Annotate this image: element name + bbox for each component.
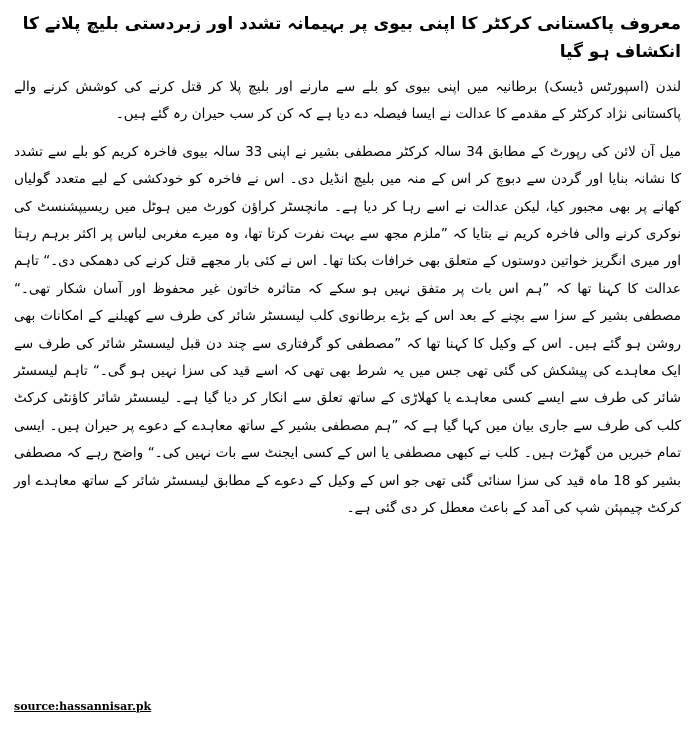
article-paragraph-body: میل آن لائن کی رپورٹ کے مطابق 34 سالہ کرکٹر مصطفی بشیر نے اپنی 33 سالہ بیوی فاخرہ کریم کو بلے سے تشدد کا نشانہ بنایا اور گردن سے دبوچ کر اس کے منہ میں بلیچ انڈیل دی۔ اس نے فاخرہ کو خودکشی کے لیے متعدد گولیاں کھانے پر بھی مجبور کیا، لیکن عدالت نے اسے رہا کر دیا ہے۔ مانچسٹر کراؤن کورٹ میں ہوٹل میں ریسیپشنسٹ کی نوکری کرنے والی فاخرہ کریم نے بتایا کہ ”ملزم مجھ سے بہت نفرت کرتا تھا، وہ میرے مغربی لباس پر اکثر برہم رہتا اور میری انگریز خواتین دوستوں کے متعلق بھی خرافات بکتا تھا۔ اس نے کئی بار مجھے قتل کرنے کی دھمکی دی۔“ تاہم عدالت کا کہنا تھا کہ ”ہم اس بات پر متفق نہیں ہو سکے کہ متاثرہ خاتون غیر محفوظ اور آسان شکار تھی۔“ مصطفی بشیر کے سزا سے بچنے کے بعد اس کے بڑے برطانوی کلب لیسسٹر شائر کی طرف سے کھیلنے کے امکانات بھی روشن ہو گئے ہیں۔ اس کے وکیل کا کہنا تھا کہ ”مصطفی کو گرفتاری سے چند دن قبل لیسسٹر شائر کی طرف سے ایک معاہدے کی پیشکش کی گئی تھی جس میں یہ شرط بھی تھی کہ اسے قید کی سزا نہیں ہو گی۔“ تاہم لیسسٹر شائر کی طرف سے ایسے کسی معاہدے یا کھلاڑی کے ساتھ تعلق سے انکار کر دیا گیا ہے۔ لیسسٹر شائر کاؤنٹی کرکٹ کلب کی طرف سے جاری بیان میں کہا گیا ہے کہ ”ہم مصطفی بشیر کے ساتھ معاہدے کے دعوے پر حیران ہیں۔ ایسی تمام خبریں من گھڑت ہیں۔ کلب نے کبھی مصطفی یا اس کے کسی ایجنٹ سے بات نہیں کی۔“ واضح رہے کہ مصطفی بشیر کو 18 ماہ قید کی سزا سنائی گئی تھی جو اس کے وکیل کے دعوے کے مطابق لیسسٹر شائر کے ساتھ معاہدے اور کرکٹ چیمپئن شپ کی آمد کے باعث معطل کر دی گئی ہے۔ [14, 143, 682, 517]
article-paragraph-intro: لندن (اسپورٹس ڈیسک) برطانیہ میں اپنی بیوی کو بلے سے مارنے اور بلیچ پلا کر قتل کرنے کی کوشش کرنے والے پاکستانی نژاد کرکٹر کے مقدمے کا عدالت نے ایسا فیصلہ دے دیا ہے کہ کن کر سب حیران رہ گئے ہیں۔ [14, 79, 681, 123]
article-headline: معروف پاکستانی کرکٹر کا اپنی بیوی پر بہیمانہ تشدد اور زبردستی بلیچ پلانے کا انکشاف ہو گیا [22, 14, 681, 62]
source-credit: source:hassannisar.pk [14, 700, 152, 713]
